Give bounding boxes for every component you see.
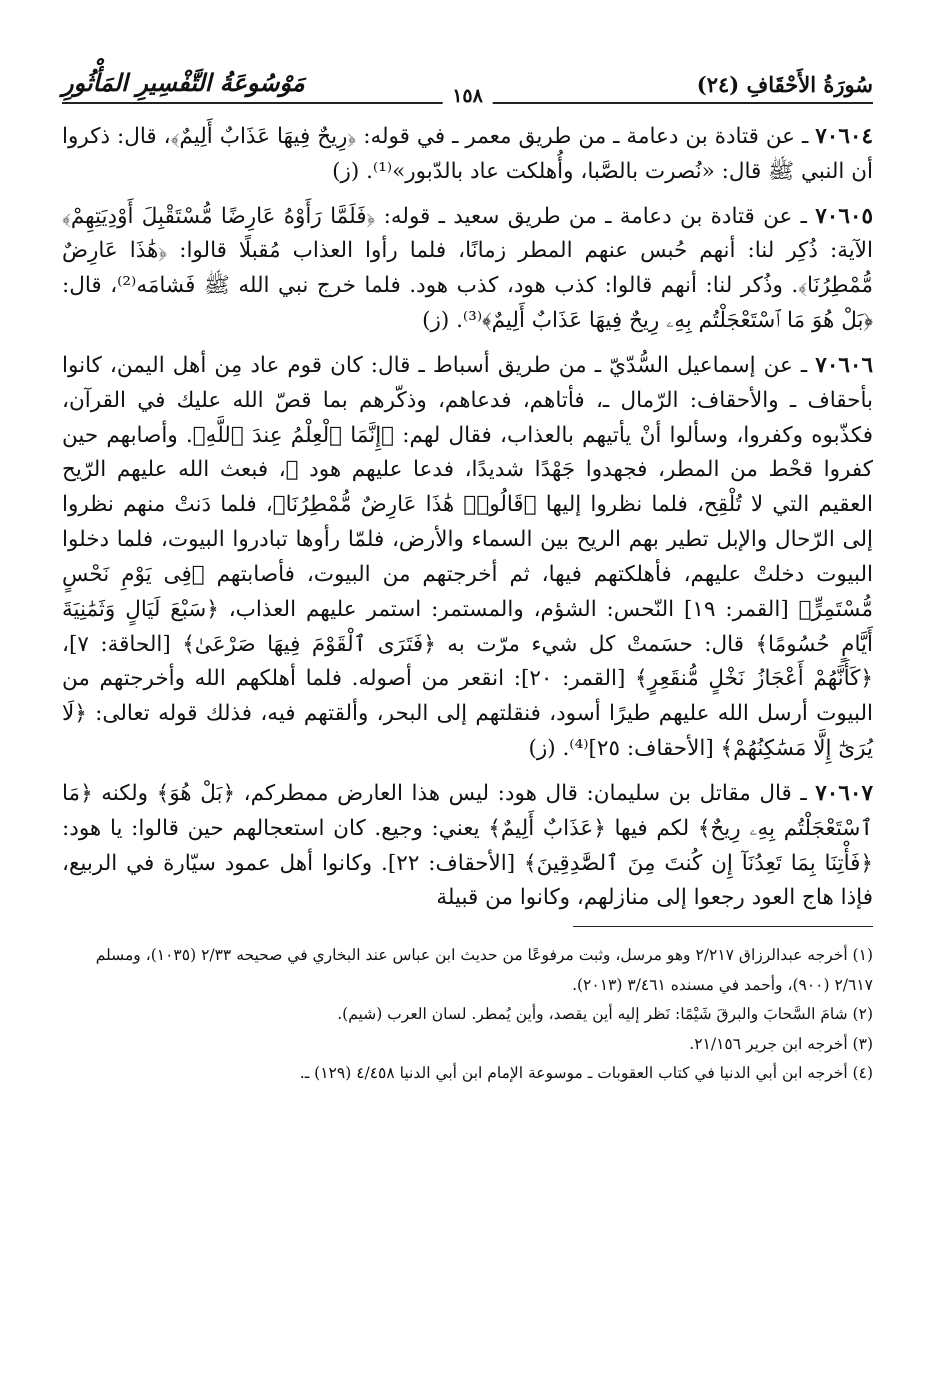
page-body (62, 120, 873, 916)
footnote-separator (573, 926, 873, 927)
entry-text: ـ عن قتادة بن دعامة ـ من طريق معمر ـ في قوله: ﴿رِيحٌ فِيهَا عَذَابٌ أَلِيمٌ﴾، قال: ذكروا أن النبي ﷺ قال: «نُصرت بالصَّبا، وأُهلكت عاد بالدّبور»⁽¹⁾. (ز) (62, 124, 873, 184)
narration-entry (62, 120, 873, 190)
page-number: ١٥٨ (442, 85, 493, 107)
footnotes (62, 941, 873, 1088)
entry-text: ـ قال مقاتل بن سليمان: قال هود: ليس هذا العارض ممطركم، ﴿بَلْ هُوَ﴾ ولكنه ﴿مَا ٱسْتَعْجَلْتُم بِهِۦ رِيحٌ﴾ لكم فيها ﴿عَذَابٌ أَلِيمٌ﴾ يعني: وجيع. كان استعجالهم حين قالوا: يا هود: ﴿فَأْتِنَا بِمَا تَعِدُنَآ إِن كُنتَ مِنَ ٱلصَّٰدِقِينَ﴾ [الأحقاف: ٢٢]. وكانوا أهل عمود سيّارة في الربيع، فإذا هاج العود رجعوا إلى منازلهم، وكانوا من قبيلة (62, 780, 873, 911)
surah-title: سُورَةُ الأَحْقَافِ (٢٤) (696, 72, 873, 97)
footnote: (١) أخرجه عبدالرزاق ٢/٢١٧ وهو مرسل، وثبت مرفوعًا من حديث ابن عباس عند البخاري في صحيحه ٢/٣٣ (١٠٣٥)، ومسلم ٢/٦١٧ (٩٠٠)، وأحمد في مسنده ٣/٤٦١ (٢٠١٣). (95, 946, 873, 994)
entry-number: ٧٠٦٠٦ (815, 352, 874, 378)
footnote: (٢) شامَ السَّحابَ والبرقَ شَيْمًا: نَظر إليه أين يقصد، وأين يُمطر. لسان العرب (شيم). (337, 1005, 873, 1024)
entry-text: ـ عن قتادة بن دعامة ـ من طريق سعيد ـ قوله: ﴿فَلَمَّا رَأَوْهُ عَارِضًا مُّسْتَقْبِلَ أَوْدِيَتِهِمْ﴾ الآية: ذُكِر لنا: أنهم حُبس عنهم المطر زمانًا، فلما رأوا العذاب مُقبلًا قالوا: ﴿هَٰذَا عَارِضٌ مُّمْطِرُنَا﴾. وذُكر لنا: أنهم قالوا: كذب هود، كذب هود. فلما خرج نبي الله ﷺ فَشامَه⁽²⁾، قال: ﴿بَلْ هُوَ مَا ٱسْتَعْجَلْتُم بِهِۦ رِيحٌ فِيهَا عَذَابٌ أَلِيمٌ﴾⁽³⁾. (ز) (62, 203, 873, 334)
entry-number: ٧٠٦٠٧ (815, 780, 873, 806)
entry-number: ٧٠٦٠٥ (815, 203, 873, 229)
entry-number: ٧٠٦٠٤ (815, 124, 873, 149)
footnote: (٣) أخرجه ابن جرير ٢١/١٥٦. (689, 1034, 873, 1053)
narration-entry (62, 200, 873, 339)
book-title: مَوْسُوعَةُ التَّفْسِيرِ المَأْثُورِ (62, 68, 305, 97)
narration-entry (62, 777, 873, 916)
page-header (62, 58, 873, 107)
entry-text: ـ عن إسماعيل السُّدّيّ ـ من طريق أسباط ـ قال: كان قوم عاد مِن أهل اليمن، كانوا بأحقاف ـ والأحقاف: الرّمال ـ، فأتاهم، فدعاهم، وذكّرهم بما قصّ الله عليك في القرآن، فكذّبوه وكفروا، وسألوا أنْ يأتيهم بالعذاب، فقال لهم: ﴿إِنَّمَا ٱلْعِلْمُ عِندَ ٱللَّهِ﴾. وأصابهم حين كفروا قحْط من المطر، فجهدوا جَهْدًا شديدًا، فدعا عليهم هود ﷺ، فبعث الله عليهم الرّيح العقيم التي لا تُلْقِح، فلما نظروا إليها ﴿قَالُوا۟ هَٰذَا عَارِضٌ مُّمْطِرُنَا﴾، فلما دَنتْ منهم نظروا إلى الرّحال والإبل تطير بهم الريح بين السماء والأرض، فلمّا رأوها تبادروا البيوت، فلما دخلوا البيوت دخلتْ عليهم، فأهلكتهم فيها، ثم أخرجتهم من البيوت، فأصابتهم ﴿فِى يَوْمِ نَحْسٍ مُّسْتَمِرٍّ﴾ [القمر: ١٩] النّحس: الشؤم، والمستمر: استمر عليهم العذاب، ﴿سَبْعَ لَيَالٍ وَثَمَٰنِيَةَ أَيَّامٍ حُسُومًا﴾ قال: حسَمتْ كل شيء مرّت به ﴿فَتَرَى ٱلْقَوْمَ فِيهَا صَرْعَىٰ﴾ [الحاقة: ٧]، ﴿كَأَنَّهُمْ أَعْجَازُ نَخْلٍ مُّنقَعِرٍ﴾ [القمر: ٢٠]: انقعر من أصوله. فلما أهلكهم الله وأخرجتهم من البيوت أرسل الله عليهم طيرًا أسود، فنقلتهم إلى البحر، وألقتهم فيه، فذلك قوله تعالى: ﴿لَا يُرَىٰٓ إِلَّا مَسَٰكِنُهُمْ﴾ [الأحقاف: ٢٥]⁽⁴⁾. (ز) (62, 352, 873, 762)
footnote: (٤) أخرجه ابن أبي الدنيا في كتاب العقوبات ـ موسوعة الإمام ابن أبي الدنيا ٤/٤٥٨ (١٢٩) ـ. (299, 1063, 873, 1082)
narration-entry (62, 349, 873, 767)
